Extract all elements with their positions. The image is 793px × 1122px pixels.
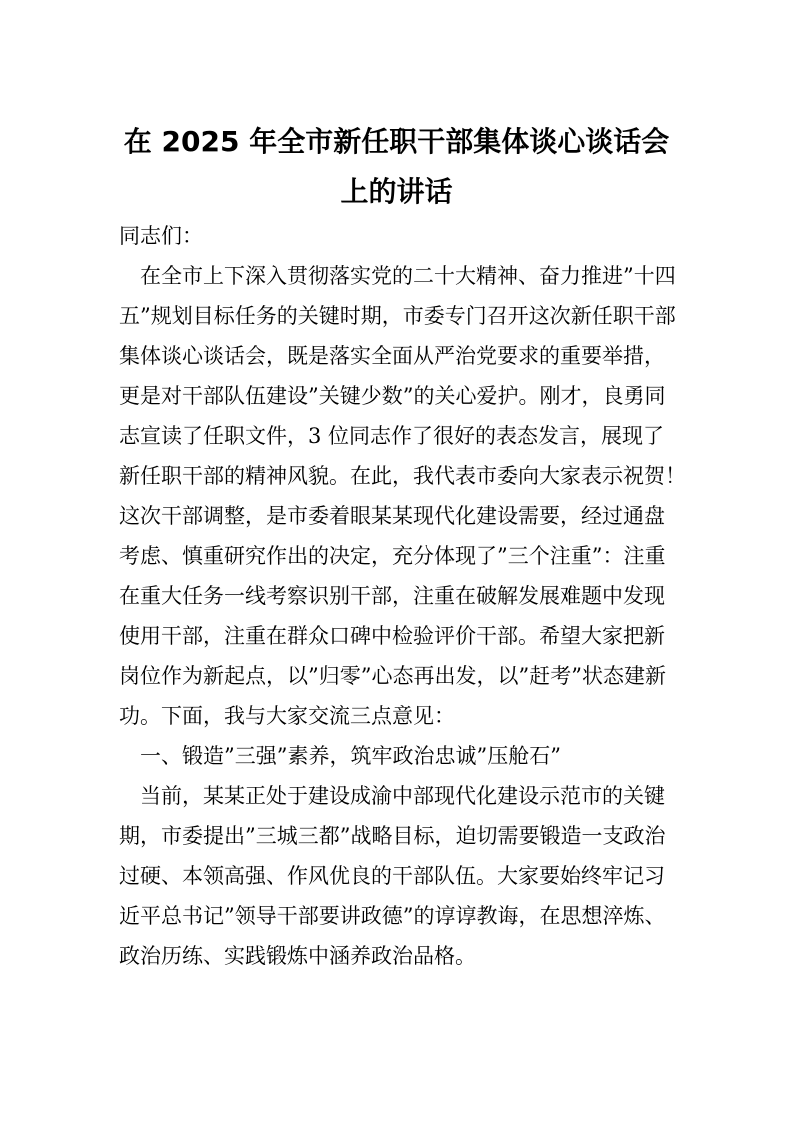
document-title-line-2: 上的讲话 <box>340 175 453 208</box>
paragraph-line: 当前，某某正处于建设成渝中部现代化建设示范市的关键 <box>119 784 665 808</box>
paragraph-line: 期，市委提出”三城三都”战略目标，迫切需要锻造一支政治 <box>119 824 666 848</box>
paragraph-line: 岗位作为新起点，以”归零”心态再出发，以”赶考”状态建新 <box>119 664 666 688</box>
paragraph-line: 志宣读了任职文件，3 位同志作了很好的表态发言，展现了 <box>119 424 665 448</box>
paragraph-line: 过硬、本领高强、作风优良的干部队伍。大家要始终牢记习 <box>119 864 665 888</box>
paragraph-line: 五”规划目标任务的关键时期，市委专门召开这次新任职干部 <box>119 304 676 328</box>
paragraph-line: 这次干部调整，是市委着眼某某现代化建设需要，经过通盘 <box>119 504 665 528</box>
section-heading: 一、锻造”三强”素养，筑牢政治忠诚”压舱石” <box>119 744 561 768</box>
paragraph-line: 集体谈心谈话会，既是落实全面从严治党要求的重要举措， <box>119 344 665 368</box>
paragraph-line: 功。下面，我与大家交流三点意见： <box>119 704 455 728</box>
paragraph-line: 考虑、慎重研究作出的决定，充分体现了”三个注重”：注重 <box>119 544 666 568</box>
salutation: 同志们： <box>119 224 203 248</box>
document-title-line-1: 在 2025 年全市新任职干部集体谈心谈话会 <box>123 125 670 158</box>
paragraph-line: 政治历练、实践锻炼中涵养政治品格。 <box>119 944 476 968</box>
paragraph-line: 使用干部，注重在群众口碑中检验评价干部。希望大家把新 <box>119 624 665 648</box>
paragraph-line: 近平总书记”领导干部要讲政德”的谆谆教诲，在思想淬炼、 <box>119 904 666 928</box>
paragraph-line: 新任职干部的精神风貌。在此，我代表市委向大家表示祝贺！ <box>119 464 686 488</box>
paragraph-line: 更是对干部队伍建设”关键少数”的关心爱护。刚才，良勇同 <box>119 384 666 408</box>
paragraph-line: 在全市上下深入贯彻落实党的二十大精神、奋力推进”十四 <box>119 264 676 288</box>
paragraph-line: 在重大任务一线考察识别干部，注重在破解发展难题中发现 <box>119 584 665 608</box>
